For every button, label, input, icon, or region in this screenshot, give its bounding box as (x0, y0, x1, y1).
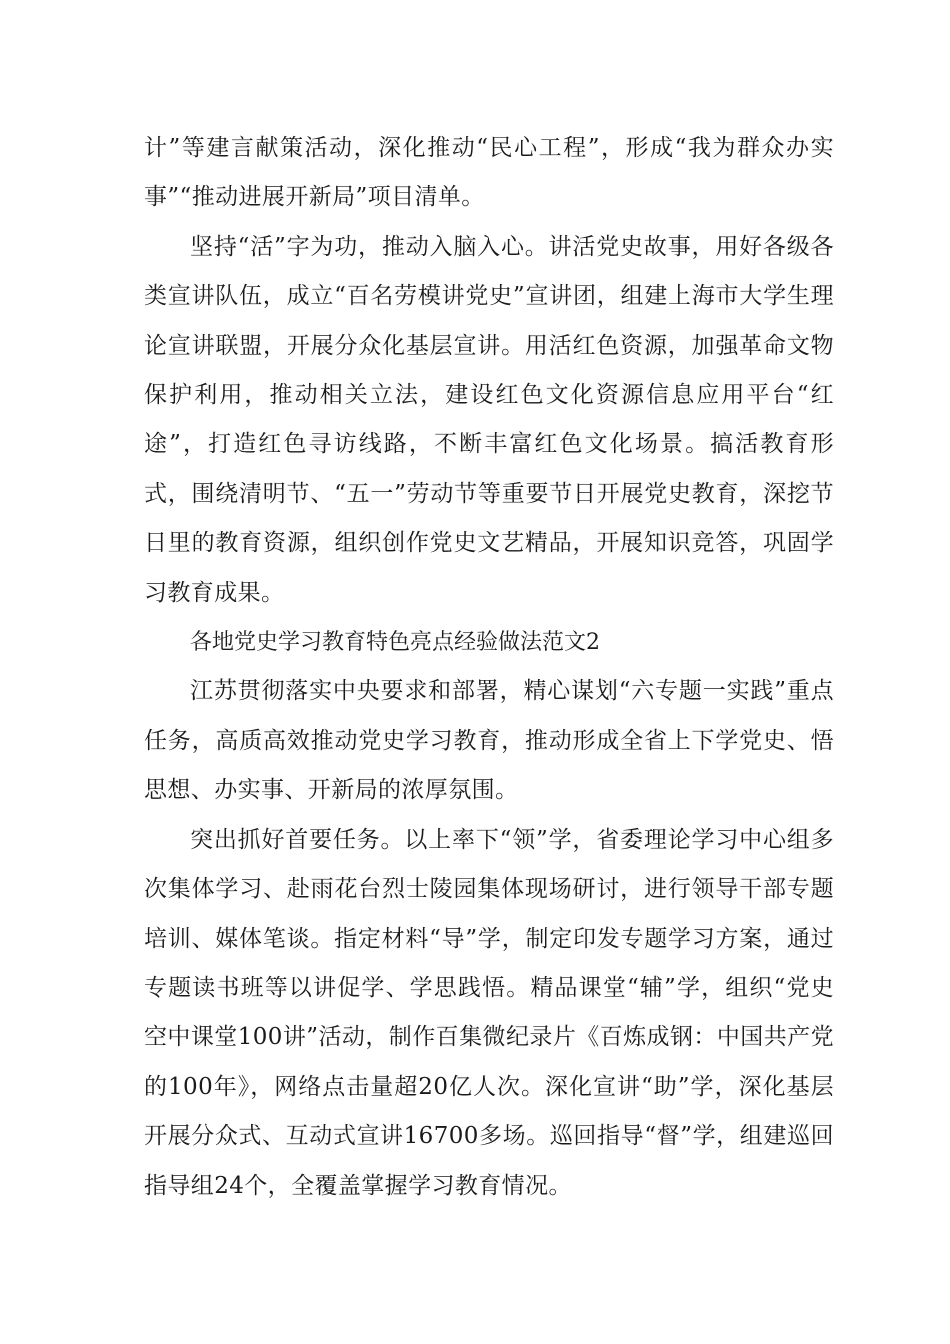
paragraph-continuation: 计”等建言献策活动，深化推动“民心工程”，形成“我为群众办实事”“推动进展开新局”项目清单。 (144, 135, 834, 211)
paragraph-jiangsu-intro: 江苏贯彻落实中央要求和部署，精心谋划“六专题一实践”重点任务，高质高效推动党史学习教育，推动形成全省上下学党史、悟思想、办实事、开新局的浓厚氛围。 (144, 678, 834, 804)
document-body (144, 124, 834, 1211)
paragraph-jiangsu-task: 突出抓好首要任务。以上率下“领”学，省委理论学习中心组多次集体学习、赴雨花台烈士陵园集体现场研讨，进行领导干部专题培训、媒体笔谈。指定材料“导”学，制定印发专题学习方案，通过专题读书班等以讲促学、学思践悟。精品课堂“辅”学，组织“党史空中课堂100讲”活动，制作百集微纪录片《百炼成钢：中国共产党的100年》，网络点击量超20亿人次。深化宣讲“助”学，深化基层开展分众式、互动式宣讲16700多场。巡回指导“督”学，组建巡回指导组24个，全覆盖掌握学习教育情况。 (144, 826, 834, 1199)
paragraph-shanghai-huo: 坚持“活”字为功，推动入脑入心。讲活党史故事，用好各级各类宣讲队伍，成立“百名劳模讲党史”宣讲团，组建上海市大学生理论宣讲联盟，开展分众化基层宣讲。用活红色资源，加强革命文物保护利用，推动相关立法，建设红色文化资源信息应用平台“红途”，打造红色寻访线路，不断丰富红色文化场景。搞活教育形式，围绕清明节、“五一”劳动节等重要节日开展党史教育，深挖节日里的教育资源，组织创作党史文艺精品，开展知识竞答，巩固学习教育成果。 (144, 233, 834, 606)
section-heading: 各地党史学习教育特色亮点经验做法范文2 (190, 630, 600, 656)
